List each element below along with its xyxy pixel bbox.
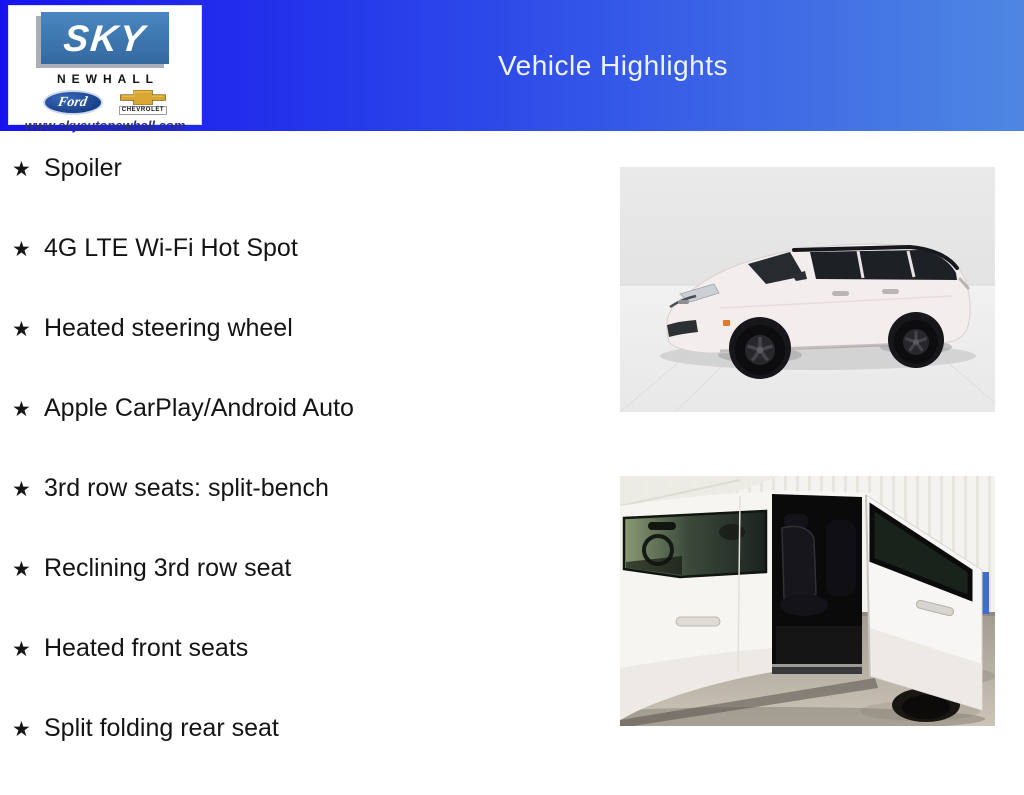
feature-item [12, 155, 354, 183]
dealer-logo [8, 5, 202, 133]
exterior-photo-illustration [620, 167, 995, 412]
chevrolet-logo-text: CHEVROLET [119, 106, 167, 115]
feature-label: 3rd row seats: split-bench [44, 474, 329, 502]
header-banner [0, 0, 1024, 131]
feature-item [12, 635, 354, 663]
feature-label: Reclining 3rd row seat [44, 554, 292, 582]
star-bullet-icon: ★ [12, 398, 31, 421]
star-bullet-icon: ★ [12, 558, 31, 581]
star-bullet-icon: ★ [12, 718, 31, 741]
feature-label: Spoiler [44, 154, 122, 182]
newhall-text: NEWHALL [57, 72, 159, 86]
feature-label: Heated steering wheel [44, 314, 293, 342]
features-list [12, 155, 354, 795]
star-bullet-icon: ★ [12, 318, 31, 341]
interior-photo-illustration [620, 476, 995, 726]
star-bullet-icon: ★ [12, 638, 31, 661]
chevrolet-logo [119, 90, 167, 115]
vehicle-photo-interior [620, 476, 995, 726]
feature-item [12, 315, 354, 343]
sky-logo-plate [41, 12, 169, 64]
page-title: Vehicle Highlights [497, 49, 729, 81]
feature-item [12, 715, 354, 743]
star-bullet-icon: ★ [12, 238, 31, 261]
feature-item [12, 475, 354, 503]
dealer-website: www.skyautonewhall.com [24, 118, 186, 133]
star-bullet-icon: ★ [12, 478, 31, 501]
sky-logo-text: SKY [61, 17, 149, 59]
ford-logo-text: Ford [57, 94, 89, 110]
feature-label: Apple CarPlay/Android Auto [44, 394, 354, 422]
ford-logo-icon [43, 90, 103, 115]
feature-label: Split folding rear seat [44, 714, 279, 742]
feature-label: Heated front seats [44, 634, 249, 662]
feature-item [12, 555, 354, 583]
feature-label: 4G LTE Wi-Fi Hot Spot [44, 234, 298, 262]
star-bullet-icon: ★ [12, 158, 31, 181]
feature-item [12, 395, 354, 423]
chevrolet-bowtie-icon [120, 90, 166, 105]
feature-item [12, 235, 354, 263]
vehicle-photo-exterior [620, 167, 995, 412]
